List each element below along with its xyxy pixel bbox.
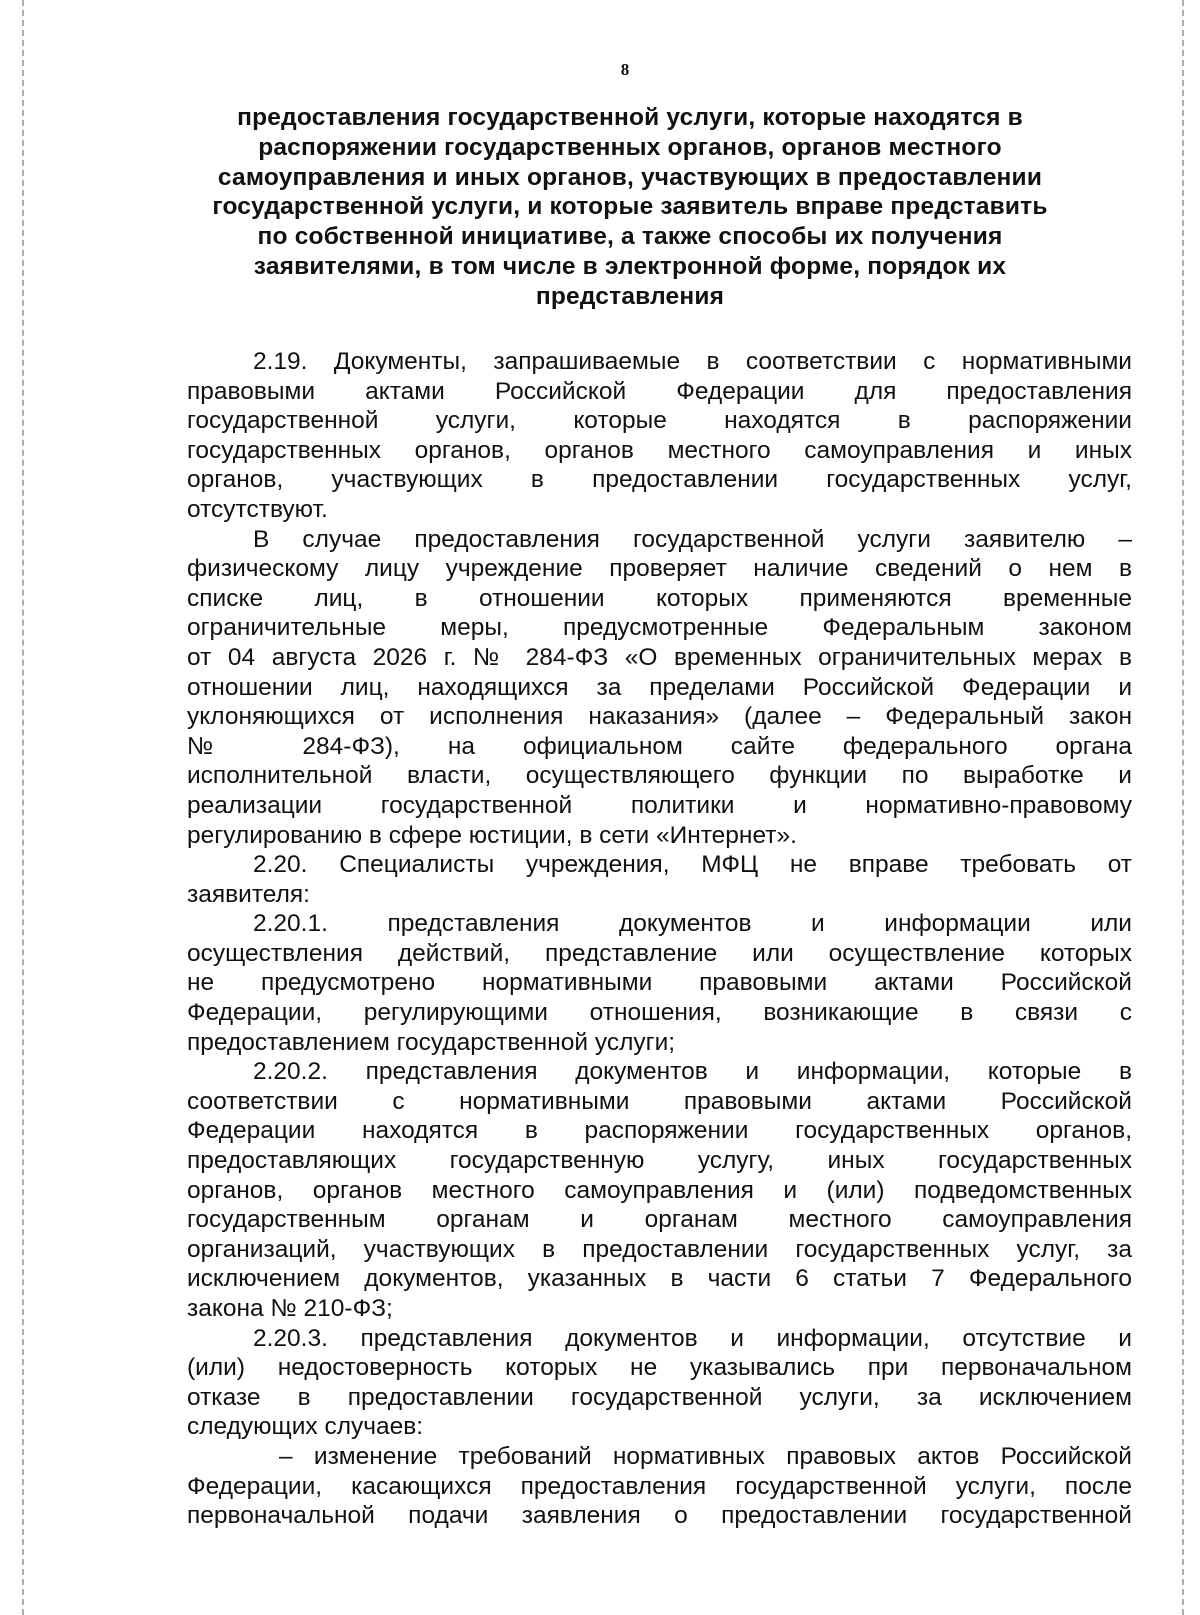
text-line: органов, органов местного самоуправления и (или) подведомственных [187, 1176, 1132, 1204]
text-line: Федерации, касающихся предоставления государственной услуги, после [187, 1472, 1132, 1500]
text-line: В случае предоставления государственной услуги заявителю – [253, 525, 1132, 553]
text-line: исполнительной власти, осуществляющего функции по выработке и [187, 762, 1132, 790]
text-line: № 284-ФЗ), на официальном сайте федерального органа [187, 732, 1132, 760]
text-line: государственных органов, органов местного самоуправления и иных [187, 436, 1132, 464]
heading-line: предоставления государственной услуги, которые находятся в [237, 104, 1023, 131]
text-line: исключением документов, указанных в части 6 статьи 7 Федерального [187, 1265, 1132, 1293]
text-line: отказе в предоставлении государственной услуги, за исключением [187, 1383, 1132, 1411]
paragraph-2-19 [187, 347, 1132, 525]
text-line: уклоняющихся от исполнения наказания» (далее – Федеральный закон [187, 703, 1132, 731]
paragraph-2-20-2 [187, 1057, 1132, 1323]
text-line: закона № 210-ФЗ; [187, 1295, 393, 1322]
text-line: от 04 августа 2026 г. № 284-ФЗ «О временных ограничительных мерах в [187, 643, 1132, 671]
text-line: предоставляющих государственную услугу, иных государственных [187, 1147, 1132, 1175]
text-line: 2.19. Документы, запрашиваемые в соответствии с нормативными [253, 348, 1132, 375]
paragraph-2-20 [187, 850, 1132, 909]
text-line: первоначальной подачи заявления о предоставлении государственной [187, 1502, 1132, 1530]
text-line: органов, участвующих в предоставлении государственных услуг, [187, 466, 1132, 494]
text-line: следующих случаев: [187, 1413, 424, 1441]
text-line: соответствии с нормативными правовыми актами Российской [187, 1087, 1132, 1115]
paragraph-restrictive-measures [187, 525, 1132, 851]
text-line: правовыми актами Российской Федерации для предоставления [187, 377, 1132, 405]
heading-line: распоряжении государственных органов, органов местного [258, 133, 1002, 161]
text-line: 2.20.2. представления документов и информации, которые в [253, 1058, 1132, 1086]
paragraph-exceptions [187, 1442, 1132, 1531]
text-line: (или) недостоверность которых не указывались при первоначальном [187, 1354, 1132, 1382]
text-line: предоставлением государственной услуги; [187, 1028, 676, 1056]
text-line: Федерации, регулирующими отношения, возникающие в связи с [187, 999, 1132, 1027]
text-line: государственной услуги, которые находятся в распоряжении [187, 407, 1132, 435]
heading-line: представления [535, 282, 725, 310]
heading-line: самоуправления и иных органов, участвующих в предоставлении [217, 163, 1043, 191]
text-line: отношении лиц, находящихся за пределами Российской Федерации и [187, 673, 1132, 701]
text-line: регулированию в сфере юстиции, в сети «Интернет». [187, 821, 797, 849]
document-body [187, 347, 1132, 1531]
text-line: осуществления действий, представление или осуществление которых [187, 939, 1132, 967]
text-line: заявителя: [187, 880, 310, 908]
scan-edge-right [1182, 0, 1184, 1615]
text-line: не предусмотрено нормативными правовыми актами Российской [187, 969, 1132, 997]
scan-edge-left [22, 0, 24, 1615]
text-line: ограничительные меры, предусмотренные Федеральным законом [187, 614, 1132, 642]
text-line: отсутствуют. [187, 495, 328, 523]
text-line: реализации государственной политики и нормативно-правовому [187, 791, 1132, 819]
text-line: 2.20.1. представления документов и информации или [253, 910, 1132, 938]
text-line: – изменение требований нормативных правовых актов Российской [279, 1442, 1132, 1470]
text-line: государственным органам и органам местного самоуправления [187, 1206, 1132, 1234]
paragraph-2-20-1 [187, 909, 1132, 1057]
text-line: Федерации находятся в распоряжении государственных органов, [187, 1117, 1132, 1145]
section-heading [150, 103, 1110, 312]
text-line: 2.20. Специалисты учреждения, МФЦ не вправе требовать от [253, 851, 1132, 879]
text-line: 2.20.3. представления документов и информации, отсутствие и [253, 1324, 1132, 1352]
text-line: физическому лицу учреждение проверяет наличие сведений о нем в [187, 555, 1132, 583]
paragraph-2-20-3 [187, 1324, 1132, 1442]
heading-line: государственной услуги, и которые заявитель вправе представить [212, 193, 1048, 221]
heading-line: по собственной инициативе, а также способы их получения [257, 223, 1003, 251]
page-number: 8 [620, 60, 630, 79]
text-line: организаций, участвующих в предоставлении государственных услуг, за [187, 1235, 1132, 1263]
heading-line: заявителями, в том числе в электронной форме, порядок их [253, 252, 1007, 280]
text-line: списке лиц, в отношении которых применяются временные [187, 584, 1132, 612]
